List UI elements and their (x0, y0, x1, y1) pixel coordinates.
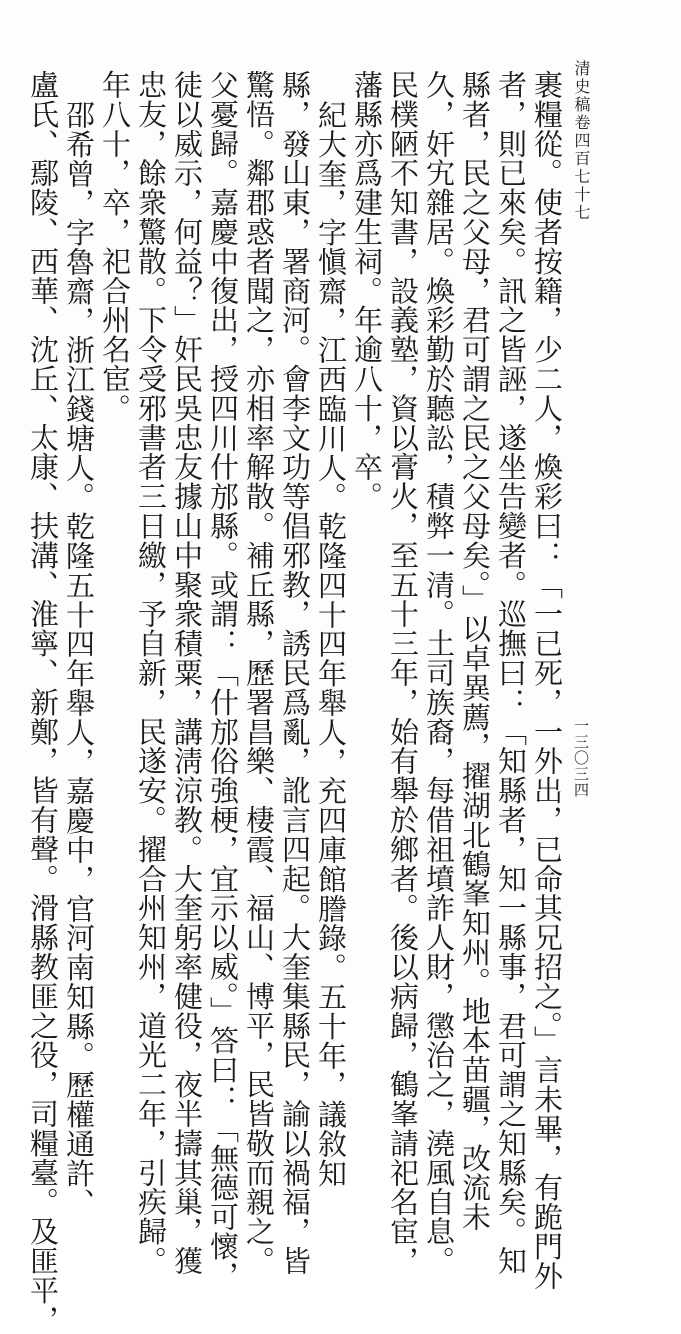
page-number: 一三〇三四 (572, 718, 590, 798)
text-column: 年八十，卒，祀合州名宦。 (98, 70, 132, 423)
text-column: 者，則已來矣。訊之皆誣，遂坐告變者。巡撫曰：「知縣者，知一縣事，君可謂之知縣矣。知 (494, 70, 528, 1276)
text-column: 忠友，餘衆驚散。下令受邪書者三日繳，予自新，民遂安。擢合州知州，道光二年，引疾歸。 (134, 70, 168, 1276)
text-column: 縣，發山東，署商河。會李文功等倡邪教，誘民爲亂，訛言四起。大奎集縣民，諭以禍福，皆 (278, 70, 312, 1276)
text-column: 久，奸宄雜居。煥彩勤於聽訟，積弊一清。土司族裔，每借祖墳詐人財，懲治之，澆風自息。 (422, 70, 456, 1276)
text-column: 邵希曾，字魯齋，浙江錢塘人。乾隆五十四年舉人，嘉慶中，官河南知縣。歷權通許、 (62, 100, 96, 1218)
text-column: 驚悟。鄰郡惑者聞之，亦相率解散。補丘縣，歷署昌樂、棲霞、福山、博平，民皆敬而親之。 (242, 70, 276, 1276)
text-column: 盧氏、鄢陵、西華、沈丘、太康、扶溝、淮寧、新鄭，皆有聲。滑縣教匪之役，司糧臺。及匪平， (26, 70, 60, 1334)
text-column: 縣者，民之父母，君可謂之民之父母矣。」以卓異薦，擢湖北鶴峯知州。地本苗疆，改流未 (458, 70, 492, 1232)
running-header: 清史稿卷四百七十七 (572, 60, 591, 222)
text-column: 裹糧從。使者按籍，少二人，煥彩曰：「一已死，一外出，已命其兄招之。」言未畢，有跪門外 (530, 70, 564, 1291)
text-column: 藩縣亦爲建生祠。年逾八十，卒。 (350, 70, 384, 511)
text-column: 父憂歸。嘉慶中復出，授四川什邡縣。或謂：「什邡俗強梗，宜示以威。」答曰：「無德可懷， (206, 70, 240, 1291)
text-column: 徒以威示，何益？」奸民吳忠友據山中聚衆積粟，講淸涼教。大奎躬率健役，夜半擣其巢，獲 (170, 70, 204, 1276)
text-column: 民樸陋不知書，設義塾，資以膏火，至五十三年，始有舉於鄉者。後以病歸，鶴峯請祀名宦， (386, 70, 420, 1276)
text-column: 紀大奎，字愼齋，江西臨川人。乾隆四十四年舉人，充四庫館謄錄。五十年，議敘知 (314, 100, 348, 1188)
